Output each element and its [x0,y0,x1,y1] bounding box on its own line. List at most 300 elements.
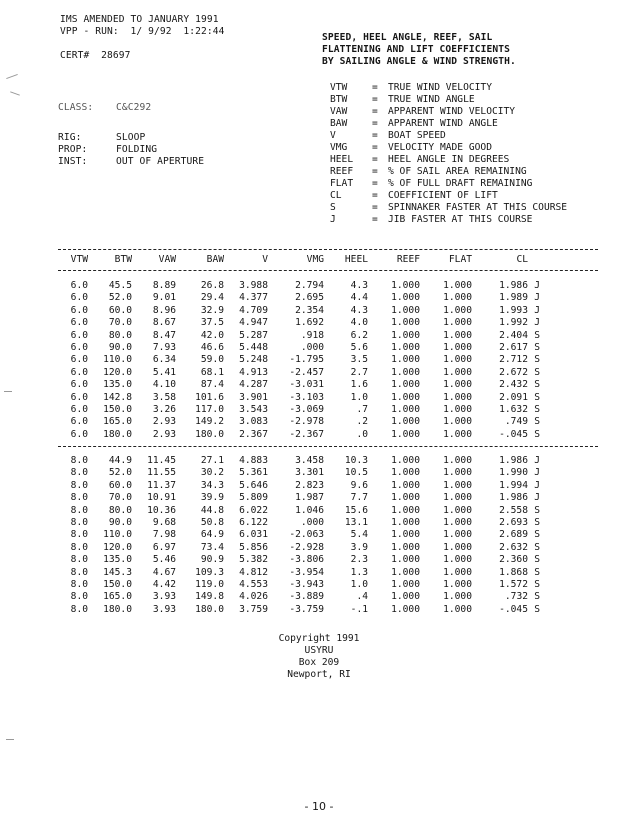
column-header: VTW [70,254,88,265]
table-cell: 9.68 [152,517,176,529]
table-cell: 8.96 [152,304,176,316]
table-cell: 2.432 [499,379,528,391]
table-cell: 5.41 [152,366,176,378]
legend-description: HEEL ANGLE IN DEGREES [388,154,510,165]
table-row [60,567,540,579]
table-row [60,505,540,517]
table-cell: 2.823 [295,479,324,491]
legend-row [330,202,567,214]
table-cell: 10.5 [344,467,368,479]
table-cell: 10.91 [147,492,176,504]
table-cell: 5.4 [350,529,368,541]
table-cell: 110.0 [103,529,132,541]
table-cell: -3.069 [289,404,324,416]
table-cell: 8.47 [152,329,176,341]
table-cell: 5.646 [239,479,268,491]
table-cell: 1.000 [443,455,472,466]
legend-description: JIB FASTER AT THIS COURSE [388,214,533,225]
table-cell: 4.947 [239,317,268,329]
legend-description: COEFFICIENT OF LIFT [388,190,498,201]
table-cell: 145.3 [103,566,132,578]
table-cell: 4.026 [239,591,268,603]
table-cell: 87.4 [200,379,224,391]
table-cell: -3.954 [289,566,324,578]
table-cell: 8.0 [70,603,88,615]
table-cell: 1.000 [391,329,420,341]
table-cell: 9.6 [350,479,368,491]
table-row [60,292,540,304]
table-cell: 117.0 [195,404,224,416]
table-cell: 1.000 [391,366,420,378]
table-cell: 110.0 [103,354,132,366]
legend-equals: = [372,154,378,165]
table-row [60,529,540,541]
table-cell: 32.9 [200,304,224,316]
table-cell: -.045 [499,603,528,615]
table-cell: 2.617 [499,342,528,354]
table-row [60,467,540,479]
table-cell: 2.354 [295,304,324,316]
table-cell: 150.0 [103,404,132,416]
table-cell: 1.000 [443,366,472,378]
table-cell: 34.3 [200,479,224,491]
table-cell: 1.000 [391,504,420,516]
table-cell: 46.6 [200,342,224,354]
table-cell: .000 [300,342,324,354]
table-cell: 3.5 [350,354,368,366]
table-cell: 8.0 [70,479,88,491]
legend-equals: = [372,94,378,105]
table-cell: 1.000 [443,416,472,428]
sail-flag-cell: S [534,428,540,440]
sail-flag-cell: J [534,304,540,316]
table-cell: 3.301 [295,467,324,479]
page-number: - 10 - [304,800,334,813]
table-cell: 6.022 [239,504,268,516]
footer-line-3: Box 209 [298,657,340,668]
table-cell: 1.000 [443,603,472,615]
scan-mark-4 [6,739,14,740]
table-cell: 1.692 [295,317,324,329]
table-cell: 1.632 [499,404,528,416]
table-cell: 5.46 [152,554,176,566]
table-cell: 135.0 [103,379,132,391]
legend-description: BOAT SPEED [388,130,446,141]
footer-line-2: USYRU [304,645,334,656]
table-cell: -2.978 [289,416,324,428]
legend-row [330,178,567,190]
table-cell: 5.809 [239,492,268,504]
table-cell: 11.45 [147,455,176,466]
table-cell: 1.000 [391,467,420,479]
table-cell: 4.67 [152,566,176,578]
table-cell: 1.000 [391,280,420,291]
table-cell: 165.0 [103,591,132,603]
legend-key: CL [330,190,342,201]
table-cell: 8.89 [152,280,176,291]
legend-description: % OF FULL DRAFT REMAINING [388,178,533,189]
table-cell: 11.37 [147,479,176,491]
table-cell: 1.000 [391,455,420,466]
table-cell: 7.7 [350,492,368,504]
sail-flag-cell: J [534,292,540,304]
table-cell: 1.000 [391,304,420,316]
table-cell: 4.3 [350,280,368,291]
inst-line [58,156,204,168]
legend-row [330,106,567,118]
table-cell: 3.93 [152,603,176,615]
table-cell: -1.795 [289,354,324,366]
table-cell: 15.6 [344,504,368,516]
table-cell: 1.000 [391,428,420,440]
table-cell: 37.5 [200,317,224,329]
table-cell: 2.695 [295,292,324,304]
table-cell: 1.987 [295,492,324,504]
table-group-vtw-6 [60,280,540,441]
table-cell: 27.1 [200,455,224,466]
legend-key: BAW [330,118,348,129]
inst-label: INST: [58,156,88,167]
table-cell: 6.34 [152,354,176,366]
prop-label: PROP: [58,144,88,155]
legend-row [330,190,567,202]
table-cell: 1.000 [391,342,420,354]
table-cell: 2.93 [152,416,176,428]
table-cell: 90.9 [200,554,224,566]
scan-mark-1 [6,74,18,79]
table-cell: 1.000 [391,579,420,591]
table-cell: 6.122 [239,517,268,529]
table-cell: 8.0 [70,591,88,603]
table-cell: 52.0 [108,292,132,304]
table-cell: -2.367 [289,428,324,440]
table-cell: 6.2 [350,329,368,341]
table-cell: 6.0 [70,416,88,428]
table-cell: 29.4 [200,292,224,304]
title-line-2: FLATTENING AND LIFT COEFFICIENTS [322,44,511,55]
table-cell: 120.0 [103,366,132,378]
table-cell: 1.000 [391,603,420,615]
table-cell: 1.0 [350,579,368,591]
table-cell: 149.2 [195,416,224,428]
table-cell: 3.988 [239,280,268,291]
table-cell: 6.0 [70,342,88,354]
legend-key: BTW [330,94,348,105]
table-cell: 70.0 [108,492,132,504]
table-cell: 59.0 [200,354,224,366]
table-cell: 1.993 [499,304,528,316]
table-cell: 4.287 [239,379,268,391]
table-cell: 120.0 [103,541,132,553]
table-cell: 2.3 [350,554,368,566]
class-value: C&C292 [116,102,152,113]
table-row [60,354,540,366]
table-row [60,330,540,342]
table-cell: 4.883 [239,455,268,466]
table-row [60,604,540,616]
table-rule-top [58,249,598,250]
table-cell: 70.0 [108,317,132,329]
vpp-run-line [60,26,225,38]
table-cell: 8.0 [70,554,88,566]
legend-row [330,142,567,154]
table-cell: 4.812 [239,566,268,578]
table-cell: 39.9 [200,492,224,504]
run-header [60,14,225,62]
table-cell: 4.913 [239,366,268,378]
legend-key: REEF [330,166,354,177]
table-cell: 2.672 [499,366,528,378]
table-cell: 8.0 [70,566,88,578]
table-cell: 1.000 [443,504,472,516]
table-cell: 2.7 [350,366,368,378]
table-cell: 6.0 [70,317,88,329]
sail-flag-cell: S [534,366,540,378]
legend-row [330,118,567,130]
sail-flag-cell: J [534,317,540,329]
table-cell: 1.000 [443,541,472,553]
table-cell: 3.93 [152,591,176,603]
legend-equals: = [372,178,378,189]
table-cell: 6.0 [70,354,88,366]
table-row [60,367,540,379]
table-cell: 8.0 [70,504,88,516]
table-cell: 8.0 [70,517,88,529]
class-line [58,102,204,114]
table-cell: 90.0 [108,342,132,354]
table-cell: 1.992 [499,317,528,329]
table-cell: 1.572 [499,579,528,591]
table-row [60,404,540,416]
legend-row [330,94,567,106]
table-cell: 3.58 [152,391,176,403]
table-cell: 6.0 [70,366,88,378]
table-cell: 180.0 [103,428,132,440]
table-cell: 6.0 [70,404,88,416]
table-cell: 50.8 [200,517,224,529]
column-header: BTW [114,254,132,265]
table-cell: -2.063 [289,529,324,541]
legend-key: VMG [330,142,348,153]
table-cell: 1.000 [443,467,472,479]
table-cell: 1.986 [499,455,528,466]
legend-equals: = [372,142,378,153]
table-cell: 1.000 [443,304,472,316]
table-cell: 6.0 [70,428,88,440]
table-cell: 3.9 [350,541,368,553]
table-cell: 5.361 [239,467,268,479]
table-cell: 1.000 [443,529,472,541]
table-cell: .749 [504,416,528,428]
table-cell: 101.6 [195,391,224,403]
table-cell: 2.693 [499,517,528,529]
rig-label: RIG: [58,132,82,143]
table-cell: 8.0 [70,492,88,504]
table-cell: 2.689 [499,529,528,541]
title-line-3: BY SAILING ANGLE & WIND STRENGTH. [322,56,516,67]
table-row [60,542,540,554]
legend-key: FLAT [330,178,354,189]
vpp-run-label: VPP - RUN: [60,26,119,37]
table-cell: 8.0 [70,579,88,591]
scan-mark-2 [10,91,20,95]
table-cell: 1.000 [443,591,472,603]
table-cell: 6.0 [70,304,88,316]
table-cell: 1.000 [443,329,472,341]
table-row [60,554,540,566]
table-cell: 1.000 [391,529,420,541]
table-cell: 1.046 [295,504,324,516]
table-cell: 6.0 [70,379,88,391]
table-row [60,591,540,603]
sail-flag-cell: S [534,541,540,553]
legend-row [330,214,567,226]
column-header: HEEL [344,254,368,265]
table-cell: 1.000 [391,492,420,504]
table-cell: 9.01 [152,292,176,304]
legend-key: VAW [330,106,348,117]
table-cell: 180.0 [103,603,132,615]
sail-flag-cell: S [534,342,540,354]
sail-flag-cell: S [534,404,540,416]
column-header: VMG [306,254,324,265]
prop-line [58,144,204,156]
legend-description: APPARENT WIND VELOCITY [388,106,516,117]
table-cell: 8.67 [152,317,176,329]
legend-row [330,82,567,94]
table-cell: 7.93 [152,342,176,354]
table-cell: 26.8 [200,280,224,291]
table-cell: 2.558 [499,504,528,516]
table-cell: 1.000 [391,416,420,428]
table-cell: 80.0 [108,504,132,516]
table-cell: 60.0 [108,304,132,316]
table-cell: 1.000 [443,566,472,578]
table-cell: 6.97 [152,541,176,553]
table-cell: -2.457 [289,366,324,378]
column-header: V [262,254,268,265]
sail-flag-cell: S [534,517,540,529]
table-cell: 109.3 [195,566,224,578]
table-cell: 1.000 [443,554,472,566]
table-cell: 8.0 [70,455,88,466]
sail-flag-cell: J [534,280,540,291]
table-cell: 1.000 [391,566,420,578]
boat-details [58,102,204,168]
table-cell: .4 [356,591,368,603]
table-cell: 1.000 [443,342,472,354]
table-cell: 6.0 [70,329,88,341]
sail-flag-cell: J [534,479,540,491]
scan-mark-3 [4,391,12,392]
legend-description: APPARENT WIND ANGLE [388,118,498,129]
table-cell: -3.889 [289,591,324,603]
table-cell: 4.709 [239,304,268,316]
table-cell: 5.287 [239,329,268,341]
table-cell: 1.989 [499,292,528,304]
table-cell: -.1 [350,603,368,615]
table-row [60,455,540,467]
table-cell: 3.543 [239,404,268,416]
table-cell: 2.360 [499,554,528,566]
table-cell: -2.928 [289,541,324,553]
table-cell: 2.712 [499,354,528,366]
table-cell: -3.806 [289,554,324,566]
legend-equals: = [372,130,378,141]
table-cell: 165.0 [103,416,132,428]
table-cell: 13.1 [344,517,368,529]
legend-key: J [330,214,336,225]
table-cell: 4.3 [350,304,368,316]
table-cell: 1.0 [350,391,368,403]
table-cell: 2.93 [152,428,176,440]
table-cell: 4.377 [239,292,268,304]
table-cell: .7 [356,404,368,416]
column-header: CL [516,254,528,265]
table-cell: 1.000 [391,479,420,491]
table-cell: 6.0 [70,292,88,304]
table-row [60,517,540,529]
cert-line [60,50,225,62]
legend-key: S [330,202,336,213]
table-row [60,379,540,391]
legend-description: VELOCITY MADE GOOD [388,142,492,153]
table-cell: 1.3 [350,566,368,578]
legend-description: SPINNAKER FASTER AT THIS COURSE [388,202,568,213]
table-cell: 10.36 [147,504,176,516]
table-cell: 149.8 [195,591,224,603]
sail-flag-cell: S [534,504,540,516]
copyright-footer [0,633,638,681]
table-cell: 1.986 [499,280,528,291]
table-cell: 1.000 [443,428,472,440]
table-row [60,280,540,292]
legend-key: VTW [330,82,348,93]
table-cell: 135.0 [103,554,132,566]
table-cell: 44.9 [108,455,132,466]
legend-equals: = [372,106,378,117]
column-header: FLAT [448,254,472,265]
table-row [60,492,540,504]
table-cell: 60.0 [108,479,132,491]
table-cell: 1.000 [391,517,420,529]
table-cell: 3.26 [152,404,176,416]
table-cell: 1.000 [443,280,472,291]
table-cell: 90.0 [108,517,132,529]
column-header: VAW [158,254,176,265]
table-cell: 4.4 [350,292,368,304]
cert-label: CERT# [60,50,90,61]
sail-flag-cell: S [534,354,540,366]
table-cell: .2 [356,416,368,428]
table-cell: 1.000 [391,391,420,403]
legend-equals: = [372,202,378,213]
abbreviation-legend [330,82,567,226]
table-cell: 5.248 [239,354,268,366]
table-header [60,254,540,266]
legend-equals: = [372,82,378,93]
column-header: REEF [396,254,420,265]
table-cell: 1.990 [499,467,528,479]
table-cell: 1.000 [443,292,472,304]
table-cell: -3.031 [289,379,324,391]
table-cell: 1.000 [443,492,472,504]
table-cell: .732 [504,591,528,603]
table-cell: 6.031 [239,529,268,541]
table-cell: 5.382 [239,554,268,566]
table-cell: 3.083 [239,416,268,428]
sail-flag-cell: S [534,529,540,541]
